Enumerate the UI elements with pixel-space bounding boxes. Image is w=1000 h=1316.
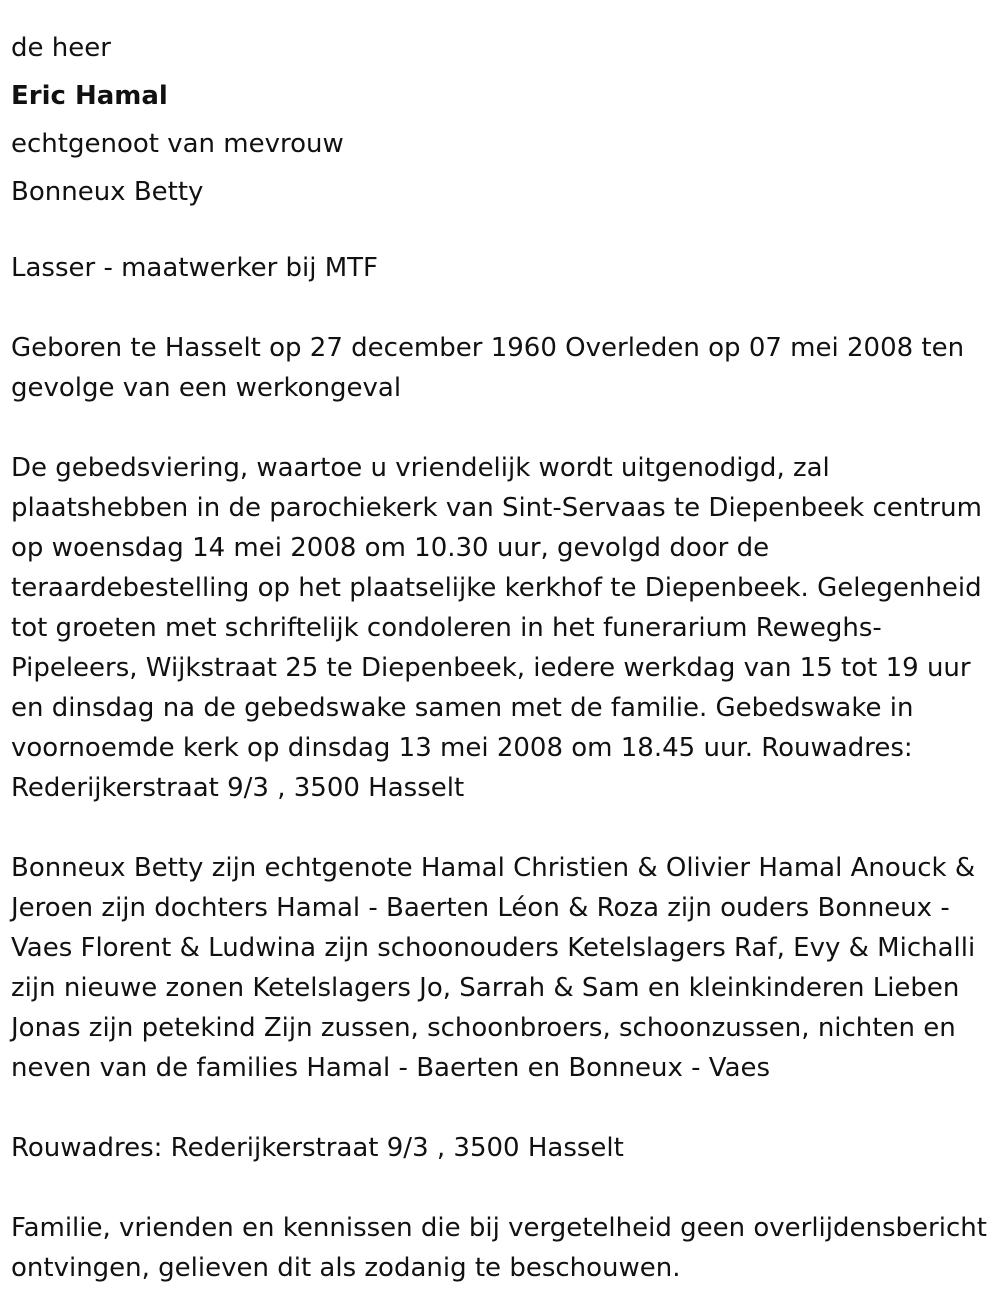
occupation: Lasser - maatwerker bij MTF: [11, 253, 379, 283]
family-paragraph: Bonneux Betty zijn echtgenote Hamal Christien & Olivier Hamal Anouck & Jeroen zijn dochters Hamal - Baerten Léon & Roza zijn ouders Bonneux - Vaes Florent & Ludwina zijn schoonouders Ketelslagers Raf, Evy & Michalli zijn nieuwe zonen Ketelslagers Jo, Sarrah & Sam en kleinkinderen Lieben Jonas zijn petekind Zijn zussen, schoonbroers, schoonzussen, nichten en neven van de families Hamal - Baerten en Bonneux - Vaes: [11, 853, 976, 1083]
spacer: [11, 1088, 995, 1128]
relation-text: echtgenoot van mevrouw: [11, 129, 344, 159]
spacer: [11, 408, 995, 448]
spacer: [11, 288, 995, 328]
address-paragraph: Rouwadres: Rederijkerstraat 9/3 , 3500 Hasselt: [11, 1133, 624, 1163]
closing-paragraph: Familie, vrienden en kennissen die bij vergetelheid geen overlijdensbericht ontvingen, gelieven dit als zodanig te beschouwen.: [11, 1213, 987, 1283]
ceremony-paragraph: De gebedsviering, waartoe u vriendelijk wordt uitgenodigd, zal plaatshebben in de parochiekerk van Sint-Servaas te Diepenbeek centrum op woensdag 14 mei 2008 om 10.30 uur, gevolgd door de teraardebestelling op het plaatselijke kerkhof te Diepenbeek. Gelegenheid tot groeten met schriftelijk condoleren in het funerarium Reweghs-Pipeleers, Wijkstraat 25 te Diepenbeek, iedere werkdag van 15 tot 19 uur en dinsdag na de gebedswake samen met de familie. Gebedswake in voornoemde kerk op dinsdag 13 mei 2008 om 18.45 uur. Rouwadres: Rederijkerstraat 9/3 , 3500 Hasselt: [11, 453, 982, 803]
salutation: de heer: [11, 33, 111, 63]
spacer: [11, 216, 995, 248]
spacer: [11, 1168, 995, 1208]
birth-death-paragraph: Geboren te Hasselt op 27 december 1960 Overleden op 07 mei 2008 ten gevolge van een werkongeval: [11, 333, 965, 403]
deceased-name: Eric Hamal: [11, 81, 168, 111]
spouse-name: Bonneux Betty: [11, 177, 204, 207]
obituary-notice: [11, 0, 995, 1288]
spacer: [11, 808, 995, 848]
